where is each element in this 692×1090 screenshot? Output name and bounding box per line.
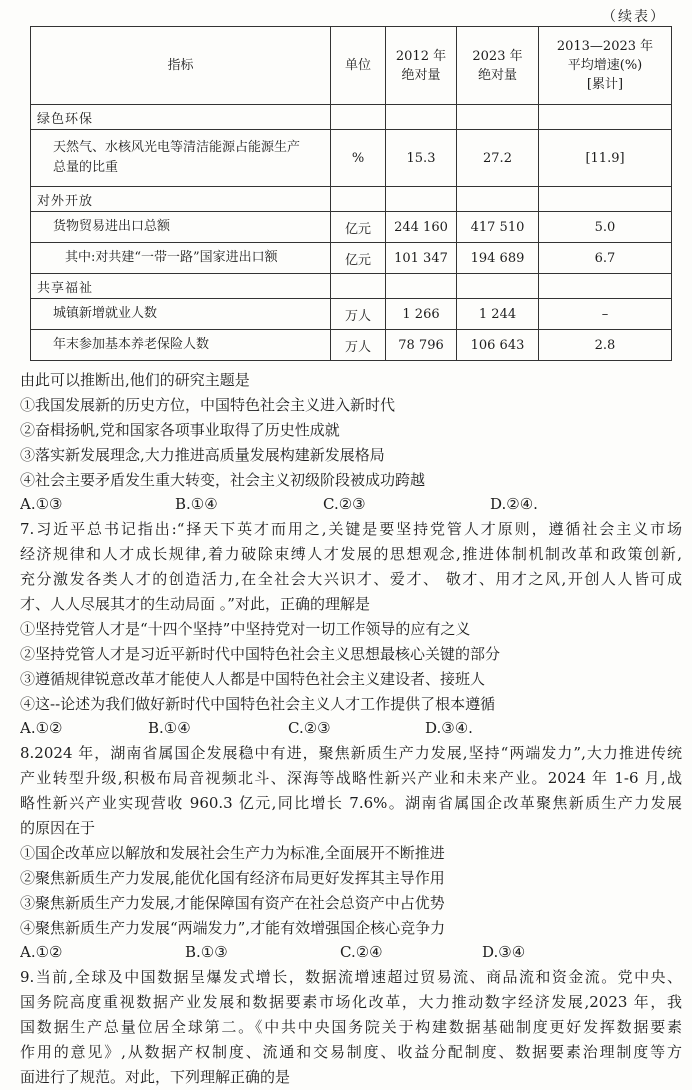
row-indicator-line1: 天然气、水核风光电等清洁能源占能源生产 — [53, 140, 301, 155]
section-title: 绿色环保 — [31, 105, 331, 130]
header-2012 — [386, 27, 457, 105]
question-7-line: 7.习近平总书记指出:“择天下英才而用之,关键是要坚持党管人才原则，遵循社会主义市场 — [20, 520, 682, 539]
question-9-line: 面进行了规范。对此，下列理解正确的是 — [20, 1067, 291, 1086]
question-7-options — [20, 716, 682, 741]
section-title: 共享福祉 — [31, 274, 331, 299]
option-b: B.①④ — [175, 495, 218, 514]
row-value-2023: 27.2 — [457, 130, 539, 187]
row-value-2023: 106 643 — [457, 330, 539, 361]
row-indicator: 年末参加基本养老保险人数 — [31, 330, 331, 361]
header-indicator: 指标 — [31, 27, 331, 105]
table-row — [31, 212, 672, 243]
question-6-item: ①我国发展新的历史方位，中国特色社会主义进入新时代 — [20, 395, 396, 414]
header-2012-line2: 绝对量 — [401, 67, 441, 83]
row-value-2012: 244 160 — [386, 212, 457, 243]
question-7-item: ④这--论述为我们做好新时代中国特色社会主义人才工作提供了根本遵循 — [20, 694, 496, 713]
option-b: B.①③ — [185, 943, 228, 962]
question-6-item: ④社会主要矛盾发生重大转变，社会主义初级阶段被成功跨越 — [20, 470, 426, 489]
header-2023 — [457, 27, 539, 105]
table-row — [31, 243, 672, 274]
table-row — [31, 299, 672, 330]
section-title: 对外开放 — [31, 187, 331, 212]
section-row-opening — [31, 187, 672, 212]
option-c: C.②③ — [288, 719, 331, 738]
row-indicator: 货物贸易进出口总额 — [31, 212, 331, 243]
question-8-line: 的原因在于 — [20, 819, 96, 838]
header-growth — [539, 27, 672, 105]
header-2023-line2: 绝对量 — [477, 67, 517, 83]
table-header-row — [31, 27, 672, 105]
question-9-line: 国数据生产总量位居全球第二。《中共中央国务院关于构建数据基础制度更好发挥数据要素 — [20, 1018, 682, 1037]
row-unit: 亿元 — [331, 243, 386, 274]
option-b: B.①④ — [148, 719, 191, 738]
row-growth: – — [539, 299, 672, 330]
option-c: C.②④ — [340, 943, 383, 962]
row-unit: 亿元 — [331, 212, 386, 243]
question-7-line: 才、人人尽展其才的生动局面 。”对此，正确的理解是 — [20, 595, 370, 614]
header-unit: 单位 — [331, 27, 386, 105]
row-value-2012: 15.3 — [386, 130, 457, 187]
row-indicator: 其中:对共建“一带一路”国家进出口额 — [31, 243, 331, 274]
row-growth: 2.8 — [539, 330, 672, 361]
table-row — [31, 330, 672, 361]
option-d: D.②④. — [490, 495, 538, 514]
option-a: A.①③ — [20, 495, 63, 514]
option-d: D.③④ — [482, 943, 526, 962]
row-value-2023: 1 244 — [457, 299, 539, 330]
option-a: A.①② — [20, 943, 63, 962]
question-6-item: ③落实新发展理念,大力推进高质量发展构建新发展格局 — [20, 445, 385, 464]
question-6-options — [20, 492, 682, 517]
row-unit: 万人 — [331, 330, 386, 361]
question-7-item: ①坚持党管人才是“十四个坚持”中坚持党对一切工作领导的应有之义 — [20, 619, 471, 638]
row-growth: 5.0 — [539, 212, 672, 243]
row-indicator: 城镇新增就业人数 — [31, 299, 331, 330]
question-8-line: 略性新兴产业实现营收 960.3 亿元,同比增长 7.6%。湖南省属国企改革聚焦新质生产力发展 — [20, 794, 682, 813]
table-row — [31, 130, 672, 187]
question-8-item: ③聚焦新质生产力发展,才能保障国有资产在社会总资产中占优势 — [20, 893, 445, 912]
question-7-item: ②坚持党管人才是习近平新时代中国特色社会主义思想最核心关键的部分 — [20, 644, 501, 663]
question-7-line: 充分激发各类人才的创造活力,在全社会大兴识才、爱才、 敬才、用才之风,开创人人皆可成 — [20, 570, 682, 589]
statistics-table — [30, 26, 672, 361]
row-growth: [11.9] — [539, 130, 672, 187]
row-growth: 6.7 — [539, 243, 672, 274]
row-unit: % — [331, 130, 386, 187]
row-value-2012: 78 796 — [386, 330, 457, 361]
option-a: A.①② — [20, 719, 63, 738]
header-2012-line1: 2012 年 — [395, 48, 447, 64]
question-8-options — [20, 940, 682, 965]
question-9-line: 9.当前,全球及中国数据呈爆发式增长，数据流增速超过贸易流、商品流和资金流。党中央、 — [20, 968, 682, 987]
question-8-item: ②聚焦新质生产力发展,能优化国有经济布局更好发挥其主导作用 — [20, 868, 445, 887]
row-unit: 万人 — [331, 299, 386, 330]
row-value-2012: 101 347 — [386, 243, 457, 274]
question-8-line: 8.2024 年，湖南省属国企发展稳中有进，聚焦新质生产力发展,坚持“两端发力”,大力推进传统 — [20, 744, 682, 763]
questions-body — [20, 368, 682, 1090]
row-value-2012: 1 266 — [386, 299, 457, 330]
question-6-item: ②奋楫扬帆,党和国家各项事业取得了历史性成就 — [20, 420, 340, 439]
question-9-line: 作用的意见》,从数据产权制度、流通和交易制度、收益分配制度、数据要素治理制度等方 — [20, 1043, 682, 1062]
question-8-line: 产业转型升级,积极布局音视频北斗、深海等战略性新兴产业和未来产业。2024 年 1-6 月,战 — [20, 769, 682, 788]
question-9-line: 国务院高度重视数据产业发展和数据要素市场化改革，大力推动数字经济发展,2023 年，我 — [20, 993, 682, 1012]
row-value-2023: 417 510 — [457, 212, 539, 243]
row-indicator-line2: 总量的比重 — [53, 160, 119, 175]
question-8-item: ④聚焦新质生产力发展“两端发力”,才能有效增强国企核心竞争力 — [20, 918, 446, 937]
question-7-item: ③遵循规律锐意改革才能使人人都是中国特色社会主义建设者、接班人 — [20, 669, 486, 688]
header-growth-line2: 平均增速(%) — [567, 58, 643, 73]
section-row-welfare — [31, 274, 672, 299]
section-row-green — [31, 105, 672, 130]
question-6-stem: 由此可以推断出,他们的研究主题是 — [20, 371, 250, 389]
header-2023-line1: 2023 年 — [472, 48, 523, 64]
header-growth-line1: 2013—2023 年 — [556, 39, 654, 54]
header-growth-line3: [累计] — [586, 77, 624, 92]
question-8-item: ①国企改革应以解放和发展社会生产力为标准,全面展开不断推进 — [20, 843, 445, 862]
option-d: D.③④. — [425, 719, 473, 738]
row-value-2023: 194 689 — [457, 243, 539, 274]
option-c: C.②③ — [323, 495, 366, 514]
row-indicator — [31, 130, 331, 187]
question-7-line: 经济规律和人才成长规律,着力破除束缚人才发展的思想观念,推进体制机制改革和政策创新, — [20, 545, 682, 564]
continuation-label: （续表） — [602, 9, 666, 25]
